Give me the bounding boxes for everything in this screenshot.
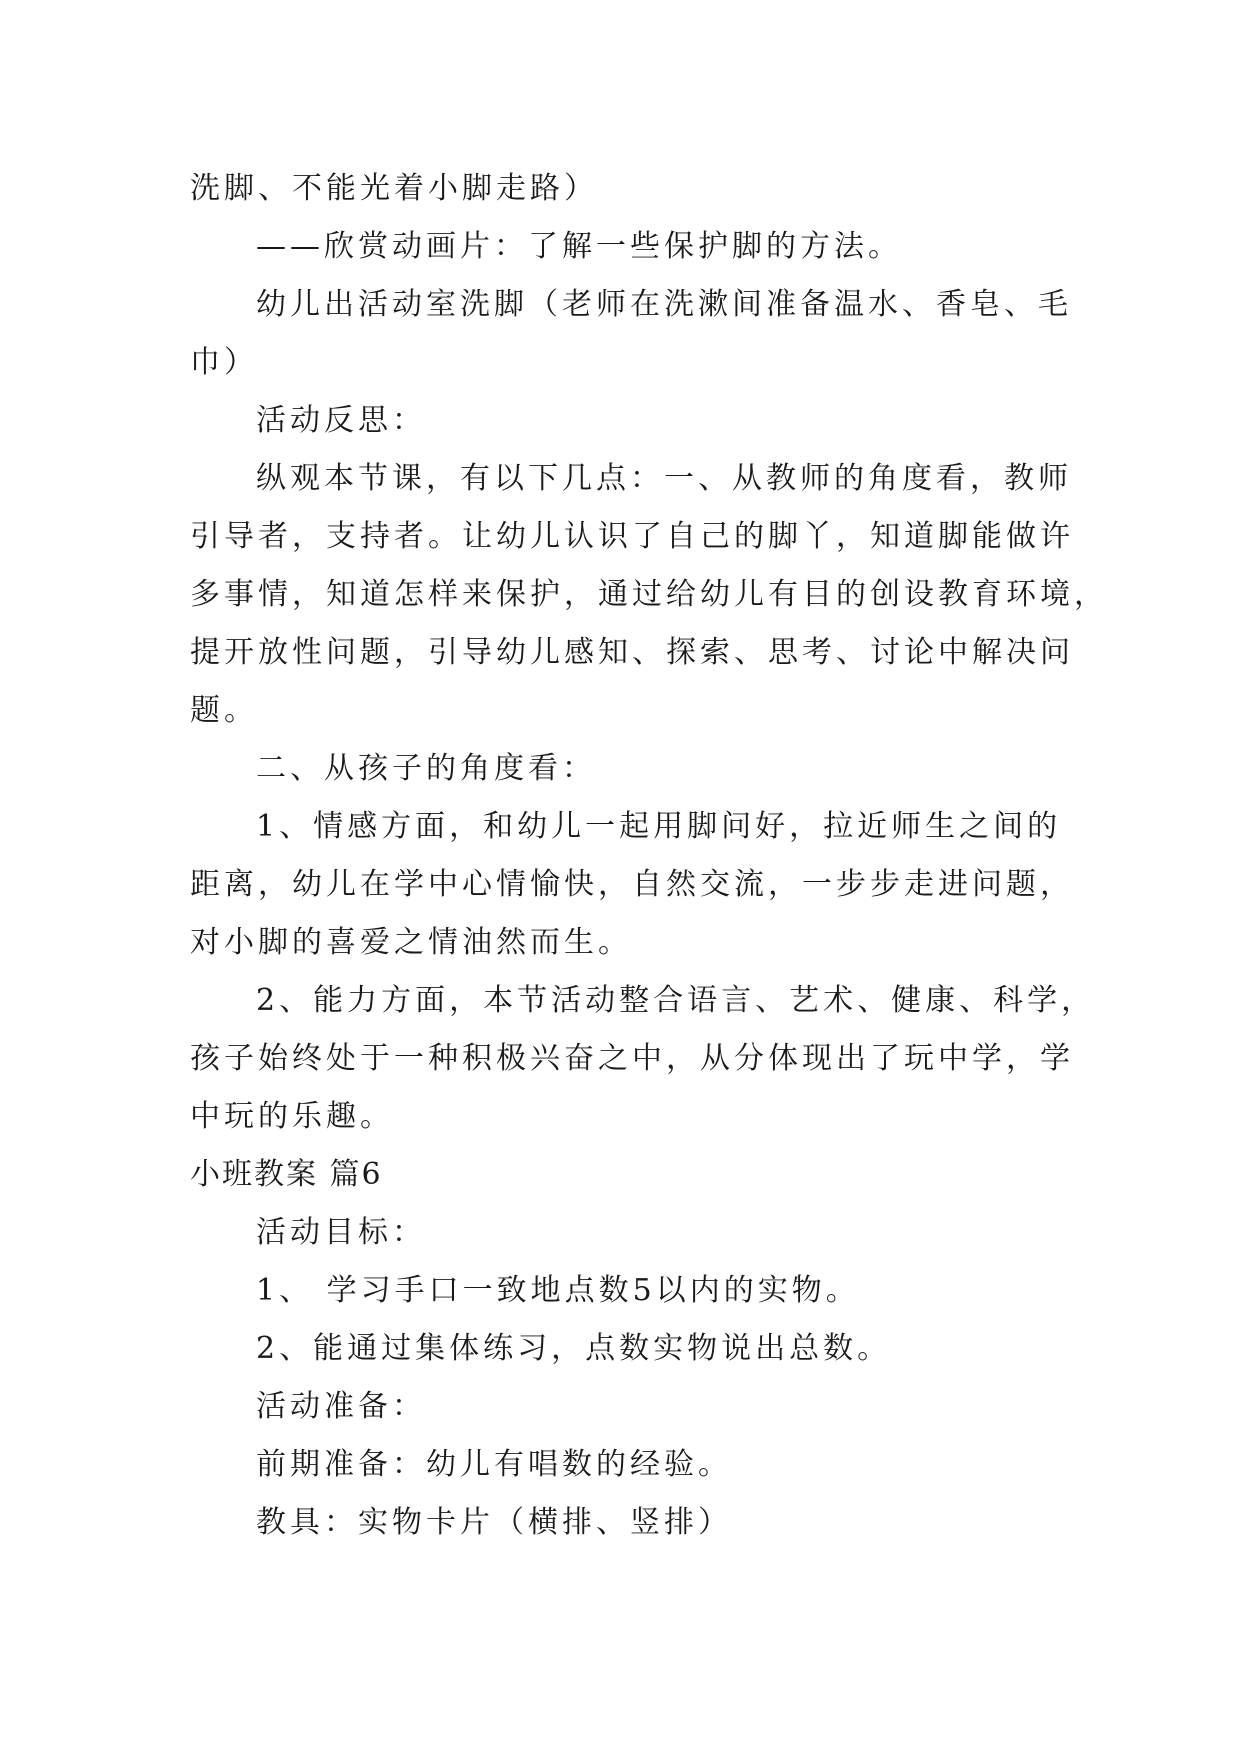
section-heading: 小班教案 篇6 bbox=[190, 1157, 383, 1192]
text-line: 引导者，支持者。让幼儿认识了自己的脚丫，知道脚能做许 bbox=[190, 519, 1074, 554]
section-label: 活动准备： bbox=[256, 1389, 426, 1424]
document-page bbox=[190, 160, 1108, 1552]
text-line: 中玩的乐趣。 bbox=[190, 1099, 394, 1134]
text-line: 洗脚、不能光着小脚走路） bbox=[190, 171, 598, 206]
text-line: 1、情感方面，和幼儿一起用脚问好，拉近师生之间的 bbox=[256, 809, 1062, 844]
text-line: 2、能通过集体练习，点数实物说出总数。 bbox=[256, 1331, 892, 1366]
text-line: 二、从孩子的角度看： bbox=[256, 751, 596, 786]
text-line: 前期准备：幼儿有唱数的经验。 bbox=[256, 1447, 732, 1482]
text-line: 孩子始终处于一种积极兴奋之中，从分体现出了玩中学，学 bbox=[190, 1041, 1074, 1076]
text-line: 对小脚的喜爱之情油然而生。 bbox=[190, 925, 632, 960]
text-line: 题。 bbox=[190, 693, 258, 728]
text-line: 提开放性问题，引导幼儿感知、探索、思考、讨论中解决问 bbox=[190, 635, 1074, 670]
text-line: 巾） bbox=[190, 345, 258, 380]
section-label: 活动目标： bbox=[256, 1215, 426, 1250]
text-line: 幼儿出活动室洗脚（老师在洗漱间准备温水、香皂、毛 bbox=[256, 287, 1072, 322]
text-line: 1、 学习手口一致地点数5以内的实物。 bbox=[256, 1273, 860, 1308]
text-line: 2、能力方面，本节活动整合语言、艺术、健康、科学， bbox=[256, 983, 1096, 1018]
text-line: 教具：实物卡片（横排、竖排） bbox=[256, 1505, 732, 1540]
text-line: ——欣赏动画片：了解一些保护脚的方法。 bbox=[256, 229, 902, 264]
text-line: 距离，幼儿在学中心情愉快，自然交流，一步步走进问题， bbox=[190, 867, 1074, 902]
text-line: 多事情，知道怎样来保护，通过给幼儿有目的创设教育环境， bbox=[190, 577, 1108, 612]
text-line: 纵观本节课，有以下几点：一、从教师的角度看，教师 bbox=[256, 461, 1072, 496]
section-label: 活动反思： bbox=[256, 403, 426, 438]
